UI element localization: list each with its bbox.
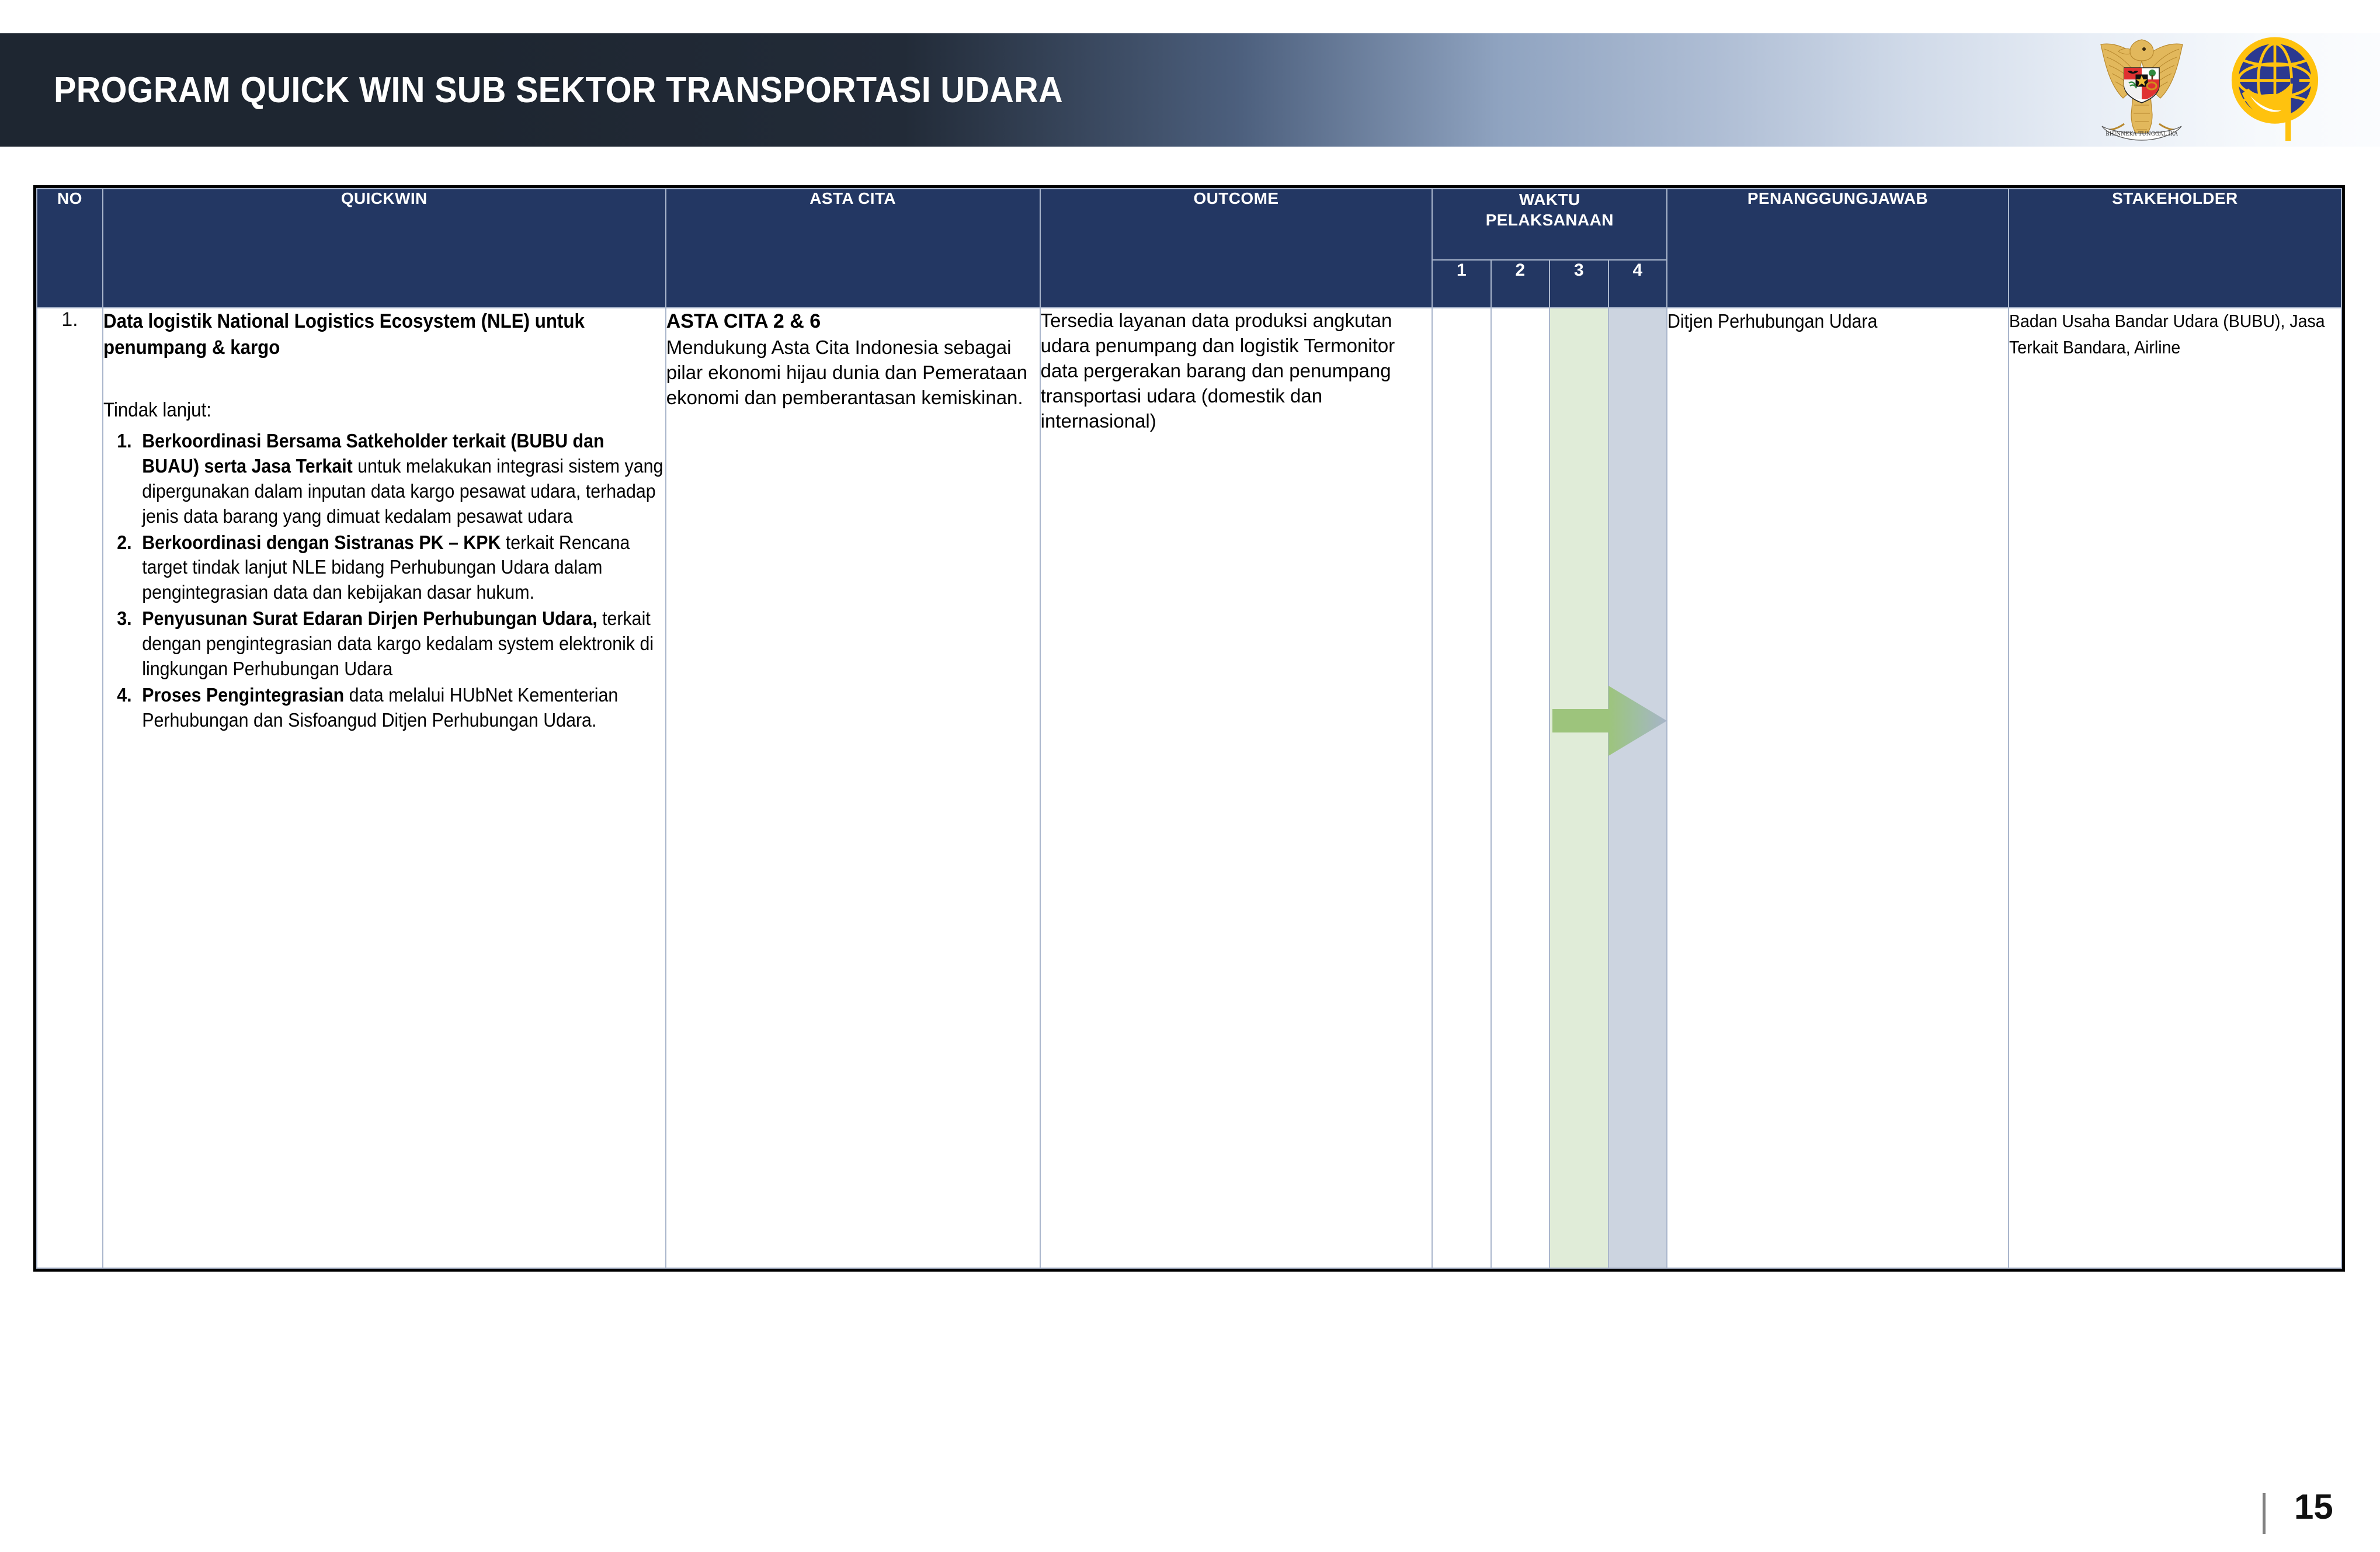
table-body bbox=[37, 308, 2341, 1268]
list-item-rest: terkait Rencana target tindak lanjut NLE bidang Perhubungan Udara dalam pengintegrasian data dan kebijakan dasar hukum. bbox=[142, 531, 630, 603]
list-item-bold: Berkoordinasi Bersama Satkeholder terkait (BUBU dan BUAU) serta Jasa Terkait bbox=[142, 429, 604, 477]
list-item bbox=[137, 530, 665, 606]
column-header-asta-cita: ASTA CITA bbox=[666, 189, 1040, 308]
asta-cita-title: ASTA CITA 2 & 6 bbox=[666, 310, 821, 332]
column-header-penanggungjawab: PENANGGUNGJAWAB bbox=[1667, 189, 2009, 308]
table-header bbox=[37, 189, 2341, 308]
column-header-waktu-4: 4 bbox=[1608, 260, 1667, 308]
kementerian-perhubungan-logo bbox=[2219, 32, 2330, 143]
column-header-waktu-pelaksanaan bbox=[1432, 189, 1667, 260]
quickwin-table bbox=[36, 188, 2342, 1269]
outcome-body: Tersedia layanan data produksi angkutan udara penumpang dan logistik Termonitor data pergerakan barang dan penumpang transportasi udara (domestik dan internasional) bbox=[1040, 310, 1395, 432]
list-item-rest: data melalui HUbNet Kementerian Perhubungan dan Sisfoangud Ditjen Perhubungan Udara. bbox=[142, 683, 619, 731]
asta-cita-body: Mendukung Asta Cita Indonesia sebagai pilar ekonomi hijau dunia dan Pemerataan ekonomi dan pemberantasan kemiskinan. bbox=[666, 336, 1027, 408]
waktu-line-1: WAKTU bbox=[1519, 190, 1580, 209]
garuda-pancasila-emblem bbox=[2083, 27, 2200, 144]
stakeholder-body: Badan Usaha Bandar Udara (BUBU), Jasa Terkait Bandara, Airline bbox=[2009, 311, 2325, 357]
cell-waktu-q3 bbox=[1549, 308, 1608, 1268]
cell-quickwin bbox=[103, 308, 666, 1268]
quickwin-subheading: Tindak lanjut: bbox=[103, 398, 211, 421]
column-header-quickwin: QUICKWIN bbox=[103, 189, 666, 308]
page-number: 15 bbox=[2294, 1487, 2333, 1526]
column-header-no: NO bbox=[37, 189, 103, 308]
list-item bbox=[137, 606, 665, 682]
table-row bbox=[37, 308, 2341, 1268]
list-item bbox=[137, 683, 665, 733]
list-item-bold: Proses Pengintegrasian bbox=[142, 683, 344, 706]
list-item-rest: terkait dengan pengintegrasian data kargo kedalam system elektronik di lingkungan Perhubungan Udara bbox=[142, 607, 654, 679]
cell-penanggungjawab bbox=[1667, 308, 2009, 1268]
list-item-bold: Berkoordinasi dengan Sistranas PK – KPK bbox=[142, 531, 501, 553]
list-item-bold: Penyusunan Surat Edaran Dirjen Perhubungan Udara, bbox=[142, 607, 597, 630]
penanggungjawab-body: Ditjen Perhubungan Udara bbox=[1667, 310, 1878, 332]
column-header-stakeholder: STAKEHOLDER bbox=[2009, 189, 2341, 308]
waktu-line-2: PELAKSANAAN bbox=[1485, 211, 1614, 229]
cell-waktu-q4 bbox=[1608, 308, 1667, 1268]
quickwin-followup-list bbox=[103, 429, 665, 733]
list-item bbox=[137, 429, 665, 529]
cell-waktu-q2 bbox=[1491, 308, 1549, 1268]
slide-header-band bbox=[0, 33, 2380, 147]
quickwin-title: Data logistik National Logistics Ecosystem (NLE) untuk penumpang & kargo bbox=[103, 310, 585, 359]
quickwin-spacer bbox=[103, 363, 665, 397]
cell-no: 1. bbox=[37, 308, 103, 1268]
page-number-divider bbox=[2263, 1493, 2266, 1534]
list-item-rest: untuk melakukan integrasi sistem yang dipergunakan dalam inputan data kargo pesawat udara, terhadap jenis data barang yang dimuat kedalam pesawat udara bbox=[142, 454, 663, 527]
quickwin-table-container bbox=[33, 185, 2345, 1272]
column-header-waktu-3: 3 bbox=[1549, 260, 1608, 308]
column-header-waktu-1: 1 bbox=[1432, 260, 1490, 308]
column-header-waktu-2: 2 bbox=[1491, 260, 1549, 308]
column-header-outcome: OUTCOME bbox=[1040, 189, 1433, 308]
page-title: PROGRAM QUICK WIN SUB SEKTOR TRANSPORTASI UDARA bbox=[54, 70, 1063, 110]
svg-text:BHINNEKA TUNGGAL IKA: BHINNEKA TUNGGAL IKA bbox=[2105, 131, 2178, 137]
cell-outcome bbox=[1040, 308, 1433, 1268]
cell-asta-cita bbox=[666, 308, 1040, 1268]
cell-stakeholder bbox=[2009, 308, 2341, 1268]
cell-waktu-q1 bbox=[1432, 308, 1490, 1268]
